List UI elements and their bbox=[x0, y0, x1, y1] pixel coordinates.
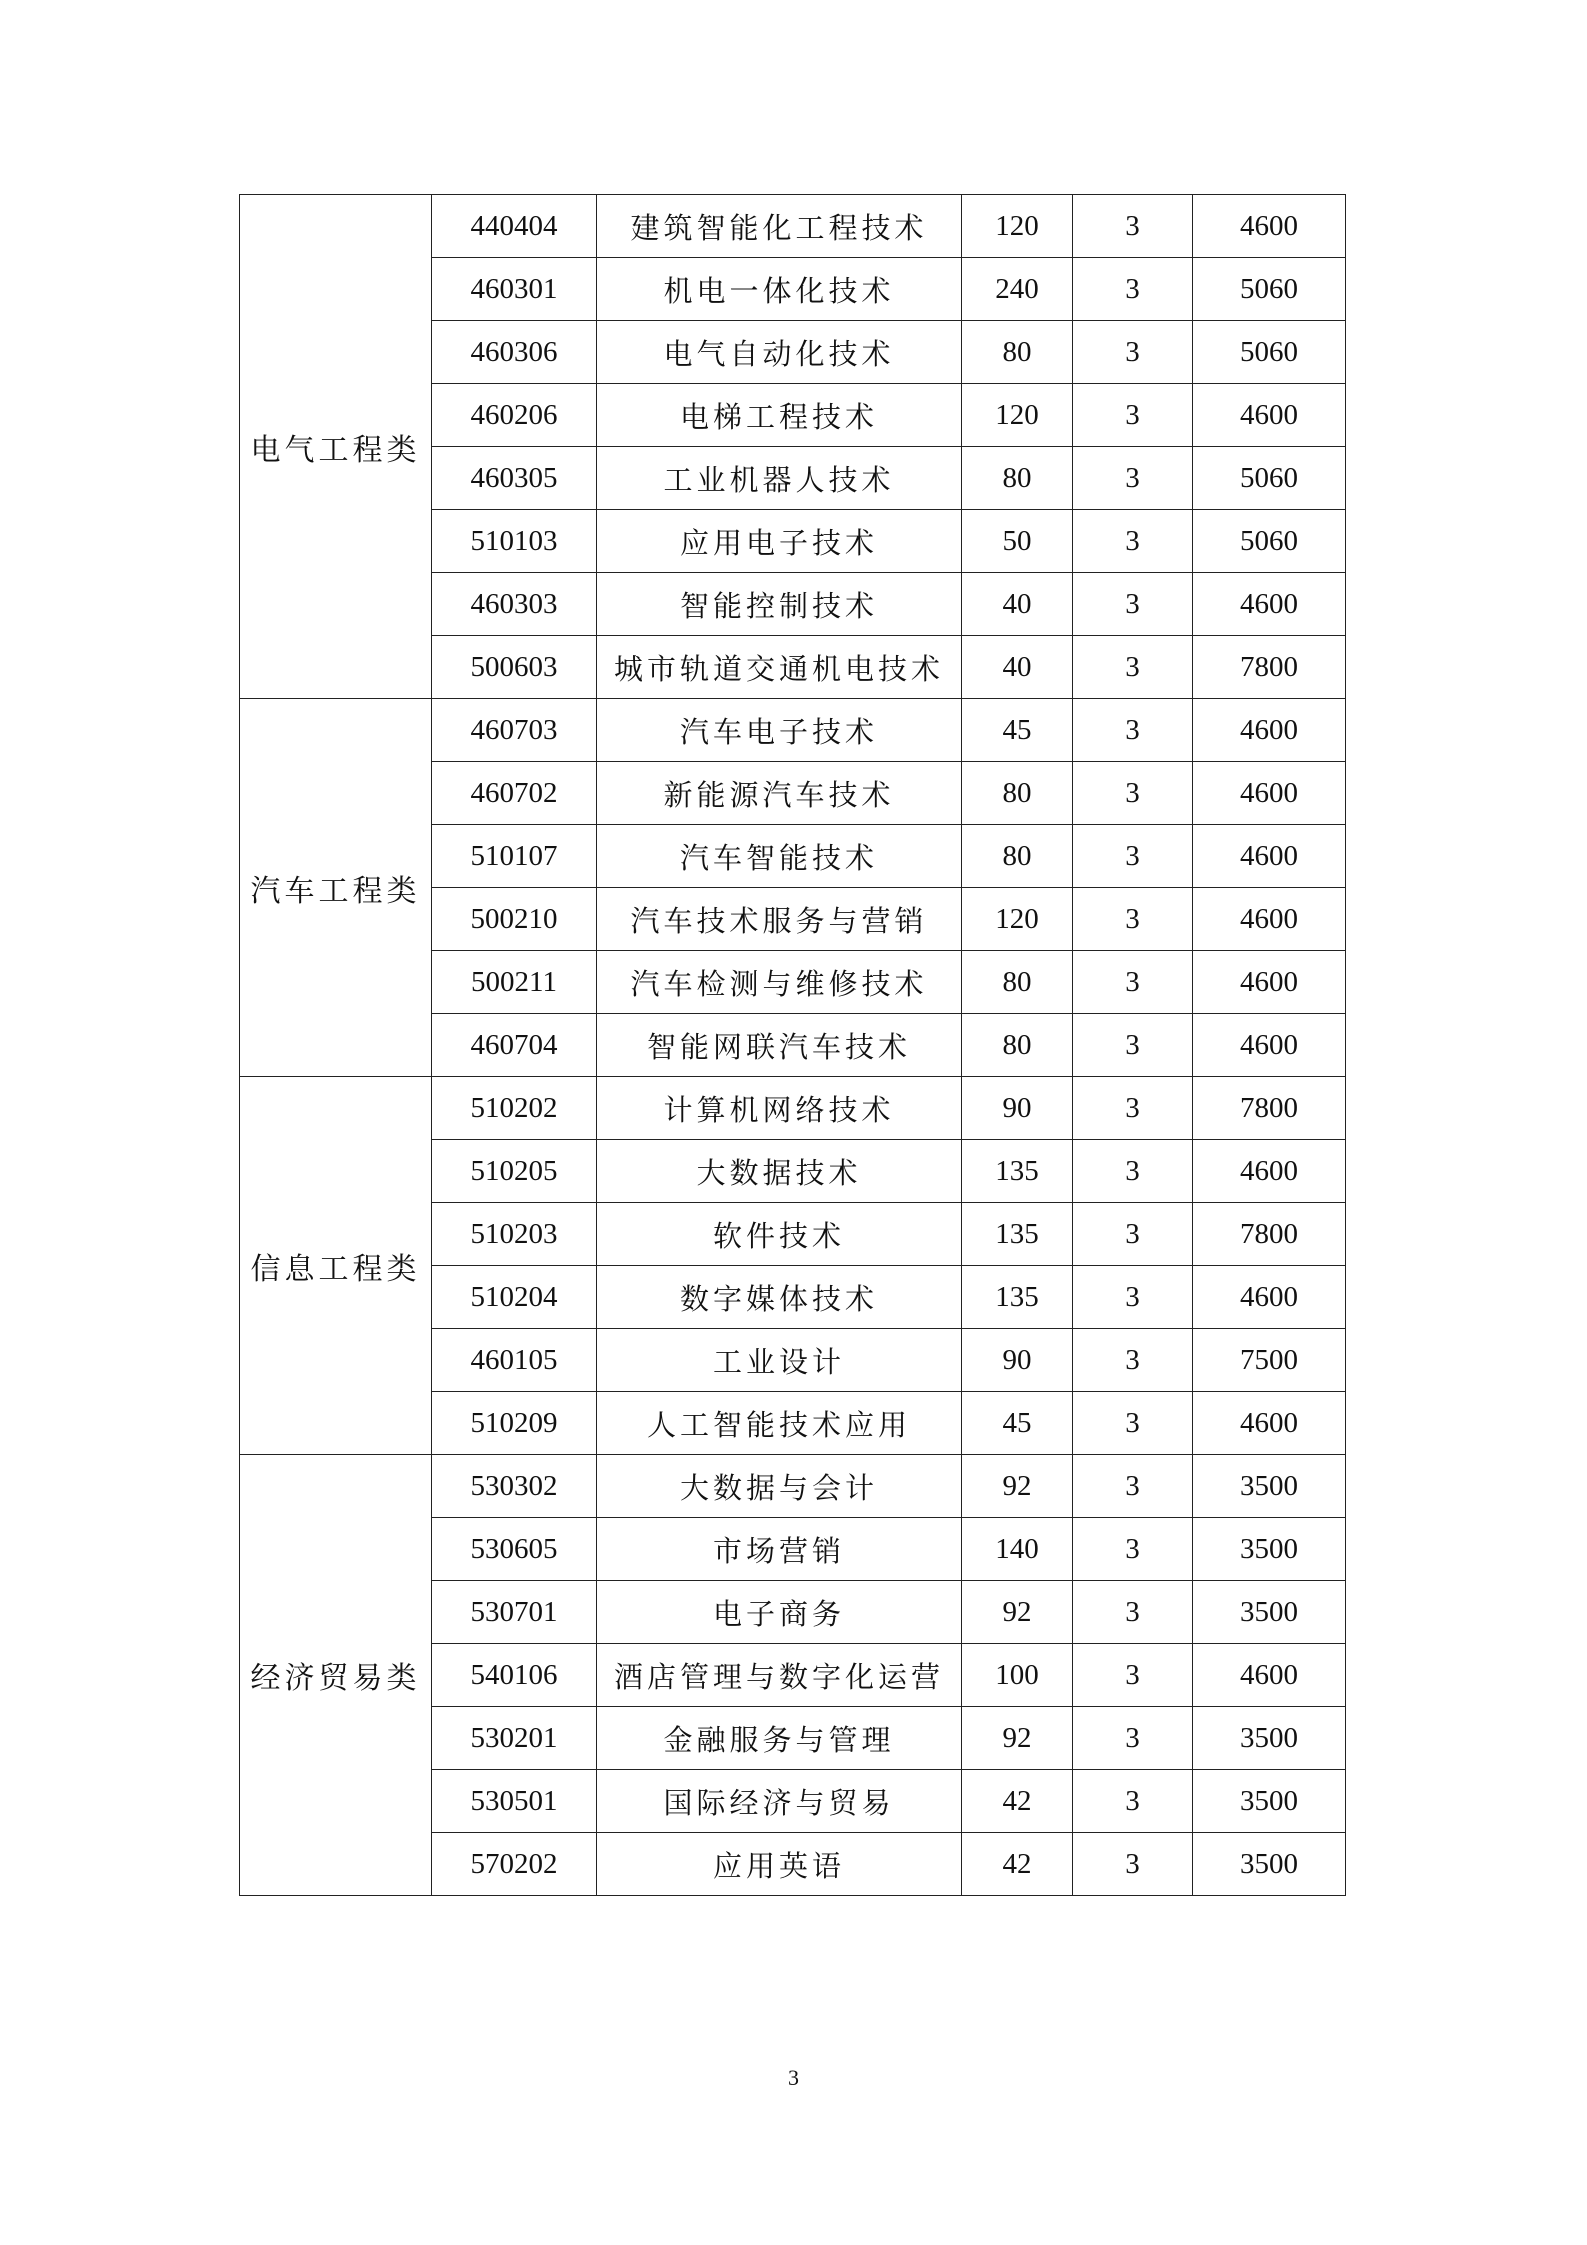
duration-years-cell: 3 bbox=[1073, 1329, 1193, 1392]
major-name-cell: 汽车技术服务与营销 bbox=[597, 888, 962, 951]
tuition-fee-cell: 4600 bbox=[1193, 699, 1346, 762]
major-code-cell: 510209 bbox=[432, 1392, 597, 1455]
major-name-cell: 汽车电子技术 bbox=[597, 699, 962, 762]
tuition-fee-cell: 4600 bbox=[1193, 384, 1346, 447]
tuition-fee-cell: 4600 bbox=[1193, 1644, 1346, 1707]
enrollment-plan-cell: 80 bbox=[962, 1014, 1073, 1077]
tuition-fee-cell: 3500 bbox=[1193, 1455, 1346, 1518]
tuition-fee-cell: 7800 bbox=[1193, 1077, 1346, 1140]
duration-years-cell: 3 bbox=[1073, 1770, 1193, 1833]
duration-years-cell: 3 bbox=[1073, 762, 1193, 825]
enrollment-plan-cell: 45 bbox=[962, 1392, 1073, 1455]
major-code-cell: 510107 bbox=[432, 825, 597, 888]
category-cell: 汽车工程类 bbox=[240, 699, 432, 1077]
duration-years-cell: 3 bbox=[1073, 1392, 1193, 1455]
tuition-fee-cell: 4600 bbox=[1193, 1266, 1346, 1329]
duration-years-cell: 3 bbox=[1073, 1266, 1193, 1329]
major-name-cell: 汽车检测与维修技术 bbox=[597, 951, 962, 1014]
duration-years-cell: 3 bbox=[1073, 510, 1193, 573]
major-code-cell: 530701 bbox=[432, 1581, 597, 1644]
major-code-cell: 500211 bbox=[432, 951, 597, 1014]
major-name-cell: 电气自动化技术 bbox=[597, 321, 962, 384]
enrollment-plan-cell: 42 bbox=[962, 1770, 1073, 1833]
major-code-cell: 510204 bbox=[432, 1266, 597, 1329]
tuition-fee-cell: 4600 bbox=[1193, 951, 1346, 1014]
tuition-fee-cell: 4600 bbox=[1193, 195, 1346, 258]
major-name-cell: 大数据技术 bbox=[597, 1140, 962, 1203]
enrollment-plan-cell: 120 bbox=[962, 888, 1073, 951]
major-name-cell: 工业机器人技术 bbox=[597, 447, 962, 510]
major-code-cell: 460206 bbox=[432, 384, 597, 447]
major-name-cell: 工业设计 bbox=[597, 1329, 962, 1392]
enrollment-plan-cell: 90 bbox=[962, 1329, 1073, 1392]
duration-years-cell: 3 bbox=[1073, 258, 1193, 321]
major-code-cell: 530501 bbox=[432, 1770, 597, 1833]
tuition-fee-cell: 3500 bbox=[1193, 1833, 1346, 1896]
enrollment-plan-cell: 135 bbox=[962, 1266, 1073, 1329]
major-code-cell: 510205 bbox=[432, 1140, 597, 1203]
major-name-cell: 市场营销 bbox=[597, 1518, 962, 1581]
major-name-cell: 应用电子技术 bbox=[597, 510, 962, 573]
tuition-fee-cell: 5060 bbox=[1193, 321, 1346, 384]
tuition-fee-cell: 4600 bbox=[1193, 1140, 1346, 1203]
major-code-cell: 510103 bbox=[432, 510, 597, 573]
major-name-cell: 国际经济与贸易 bbox=[597, 1770, 962, 1833]
major-code-cell: 460105 bbox=[432, 1329, 597, 1392]
major-name-cell: 机电一体化技术 bbox=[597, 258, 962, 321]
major-name-cell: 软件技术 bbox=[597, 1203, 962, 1266]
category-cell: 信息工程类 bbox=[240, 1077, 432, 1455]
duration-years-cell: 3 bbox=[1073, 1518, 1193, 1581]
major-code-cell: 460703 bbox=[432, 699, 597, 762]
major-code-cell: 510203 bbox=[432, 1203, 597, 1266]
major-code-cell: 440404 bbox=[432, 195, 597, 258]
major-code-cell: 460301 bbox=[432, 258, 597, 321]
major-code-cell: 510202 bbox=[432, 1077, 597, 1140]
major-code-cell: 500210 bbox=[432, 888, 597, 951]
enrollment-plan-cell: 80 bbox=[962, 447, 1073, 510]
tuition-fee-cell: 7500 bbox=[1193, 1329, 1346, 1392]
major-table bbox=[239, 194, 1346, 1896]
table-row bbox=[240, 195, 1346, 258]
tuition-fee-cell: 3500 bbox=[1193, 1581, 1346, 1644]
duration-years-cell: 3 bbox=[1073, 1581, 1193, 1644]
duration-years-cell: 3 bbox=[1073, 1140, 1193, 1203]
duration-years-cell: 3 bbox=[1073, 825, 1193, 888]
duration-years-cell: 3 bbox=[1073, 573, 1193, 636]
enrollment-plan-cell: 135 bbox=[962, 1140, 1073, 1203]
enrollment-plan-cell: 100 bbox=[962, 1644, 1073, 1707]
duration-years-cell: 3 bbox=[1073, 636, 1193, 699]
enrollment-plan-cell: 80 bbox=[962, 762, 1073, 825]
major-name-cell: 城市轨道交通机电技术 bbox=[597, 636, 962, 699]
major-code-cell: 530201 bbox=[432, 1707, 597, 1770]
major-code-cell: 530605 bbox=[432, 1518, 597, 1581]
major-name-cell: 大数据与会计 bbox=[597, 1455, 962, 1518]
category-cell: 经济贸易类 bbox=[240, 1455, 432, 1896]
tuition-fee-cell: 4600 bbox=[1193, 1392, 1346, 1455]
tuition-fee-cell: 7800 bbox=[1193, 1203, 1346, 1266]
major-name-cell: 新能源汽车技术 bbox=[597, 762, 962, 825]
major-name-cell: 汽车智能技术 bbox=[597, 825, 962, 888]
duration-years-cell: 3 bbox=[1073, 195, 1193, 258]
enrollment-plan-cell: 80 bbox=[962, 321, 1073, 384]
major-code-cell: 460303 bbox=[432, 573, 597, 636]
enrollment-plan-cell: 140 bbox=[962, 1518, 1073, 1581]
enrollment-plan-cell: 92 bbox=[962, 1455, 1073, 1518]
table-row bbox=[240, 1455, 1346, 1518]
table-row bbox=[240, 1077, 1346, 1140]
major-name-cell: 计算机网络技术 bbox=[597, 1077, 962, 1140]
major-code-cell: 540106 bbox=[432, 1644, 597, 1707]
page-number: 3 bbox=[788, 2065, 799, 2090]
major-code-cell: 460702 bbox=[432, 762, 597, 825]
major-name-cell: 人工智能技术应用 bbox=[597, 1392, 962, 1455]
tuition-fee-cell: 5060 bbox=[1193, 447, 1346, 510]
duration-years-cell: 3 bbox=[1073, 1203, 1193, 1266]
major-code-cell: 460306 bbox=[432, 321, 597, 384]
enrollment-plan-cell: 40 bbox=[962, 573, 1073, 636]
enrollment-plan-cell: 80 bbox=[962, 825, 1073, 888]
tuition-fee-cell: 3500 bbox=[1193, 1518, 1346, 1581]
major-code-cell: 460305 bbox=[432, 447, 597, 510]
major-name-cell: 酒店管理与数字化运营 bbox=[597, 1644, 962, 1707]
major-name-cell: 电子商务 bbox=[597, 1581, 962, 1644]
major-code-cell: 460704 bbox=[432, 1014, 597, 1077]
duration-years-cell: 3 bbox=[1073, 447, 1193, 510]
major-name-cell: 建筑智能化工程技术 bbox=[597, 195, 962, 258]
enrollment-plan-cell: 50 bbox=[962, 510, 1073, 573]
enrollment-plan-cell: 92 bbox=[962, 1707, 1073, 1770]
tuition-fee-cell: 4600 bbox=[1193, 825, 1346, 888]
duration-years-cell: 3 bbox=[1073, 699, 1193, 762]
tuition-fee-cell: 4600 bbox=[1193, 888, 1346, 951]
duration-years-cell: 3 bbox=[1073, 1644, 1193, 1707]
enrollment-plan-cell: 135 bbox=[962, 1203, 1073, 1266]
tuition-fee-cell: 4600 bbox=[1193, 762, 1346, 825]
tuition-fee-cell: 3500 bbox=[1193, 1707, 1346, 1770]
major-code-cell: 530302 bbox=[432, 1455, 597, 1518]
enrollment-plan-cell: 80 bbox=[962, 951, 1073, 1014]
major-name-cell: 应用英语 bbox=[597, 1833, 962, 1896]
duration-years-cell: 3 bbox=[1073, 888, 1193, 951]
major-name-cell: 电梯工程技术 bbox=[597, 384, 962, 447]
enrollment-plan-cell: 120 bbox=[962, 384, 1073, 447]
tuition-fee-cell: 4600 bbox=[1193, 1014, 1346, 1077]
tuition-fee-cell: 5060 bbox=[1193, 258, 1346, 321]
tuition-fee-cell: 7800 bbox=[1193, 636, 1346, 699]
enrollment-plan-cell: 42 bbox=[962, 1833, 1073, 1896]
table-body bbox=[240, 195, 1346, 1896]
enrollment-plan-cell: 40 bbox=[962, 636, 1073, 699]
enrollment-plan-cell: 90 bbox=[962, 1077, 1073, 1140]
duration-years-cell: 3 bbox=[1073, 1707, 1193, 1770]
duration-years-cell: 3 bbox=[1073, 1833, 1193, 1896]
enrollment-plan-cell: 120 bbox=[962, 195, 1073, 258]
major-name-cell: 数字媒体技术 bbox=[597, 1266, 962, 1329]
category-cell: 电气工程类 bbox=[240, 195, 432, 699]
major-code-cell: 570202 bbox=[432, 1833, 597, 1896]
major-name-cell: 金融服务与管理 bbox=[597, 1707, 962, 1770]
duration-years-cell: 3 bbox=[1073, 1455, 1193, 1518]
major-name-cell: 智能网联汽车技术 bbox=[597, 1014, 962, 1077]
duration-years-cell: 3 bbox=[1073, 951, 1193, 1014]
enrollment-plan-cell: 45 bbox=[962, 699, 1073, 762]
tuition-fee-cell: 5060 bbox=[1193, 510, 1346, 573]
enrollment-plan-cell: 240 bbox=[962, 258, 1073, 321]
duration-years-cell: 3 bbox=[1073, 321, 1193, 384]
major-name-cell: 智能控制技术 bbox=[597, 573, 962, 636]
tuition-fee-cell: 4600 bbox=[1193, 573, 1346, 636]
major-code-cell: 500603 bbox=[432, 636, 597, 699]
duration-years-cell: 3 bbox=[1073, 384, 1193, 447]
enrollment-plan-cell: 92 bbox=[962, 1581, 1073, 1644]
tuition-fee-cell: 3500 bbox=[1193, 1770, 1346, 1833]
duration-years-cell: 3 bbox=[1073, 1077, 1193, 1140]
duration-years-cell: 3 bbox=[1073, 1014, 1193, 1077]
table-row bbox=[240, 699, 1346, 762]
